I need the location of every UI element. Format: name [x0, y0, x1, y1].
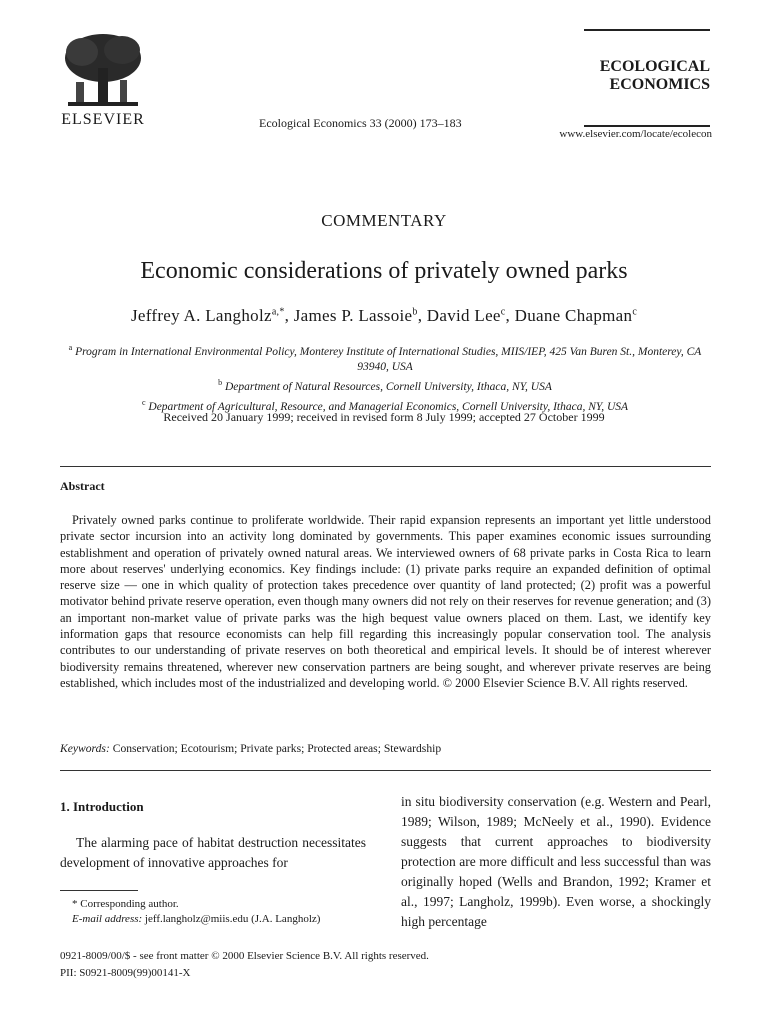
- divider: [60, 770, 711, 771]
- footnote-email: [60, 912, 370, 927]
- author-affiliation-mark: c: [632, 306, 638, 318]
- author-name: James P. Lassoie: [293, 306, 413, 325]
- keywords-label: Keywords:: [60, 742, 110, 755]
- publisher-name: ELSEVIER: [61, 111, 145, 128]
- author-name: David Lee: [426, 306, 501, 325]
- author-name: Duane Chapman: [514, 306, 633, 325]
- section-heading: 1. Introduction: [60, 799, 144, 814]
- affiliation-mark: c: [141, 397, 146, 407]
- footnote-divider: [60, 890, 138, 891]
- affiliation: [60, 340, 710, 375]
- copyright-line: 0921-8009/00/$ - see front matter © 2000 Elsevier Science B.V. All rights reserved.: [60, 950, 429, 962]
- keywords-text: Conservation; Ecotourism; Private parks; Protected areas; Stewardship: [112, 742, 442, 755]
- affiliation-mark: a: [68, 343, 73, 352]
- footnote-corresponding: * Corresponding author.: [72, 898, 179, 910]
- email-label: E-mail address:: [72, 913, 143, 925]
- journal-url[interactable]: www.elsevier.com/locate/ecolecon: [559, 128, 712, 140]
- affiliations: [60, 340, 710, 414]
- tree-icon: [60, 32, 146, 112]
- journal-title-line-1: ECOLOGICAL: [599, 58, 710, 75]
- section-label: COMMENTARY: [321, 211, 447, 230]
- author-affiliation-mark: c: [500, 306, 506, 318]
- author-affiliation-mark: b: [412, 306, 418, 318]
- pii-line: PII: S0921-8009(99)00141-X: [60, 967, 191, 979]
- body-text-right: in situ biodiversity conservation (e.g. Western and Pearl, 1989; Wilson, 1989; McNeely et al., 1990). Evidence suggests that current approaches to biodiversity protection are more difficult and less successful than was originally hoped (Wells and Brandon, 1992; Kramer et al., 1997; Langholz, 1999b). Even worse, a shockingly high percentage: [401, 794, 711, 929]
- received-dates: Received 20 January 1999; received in revised form 8 July 1999; accepted 27 October 1999: [163, 410, 605, 424]
- abstract-text: Privately owned parks continue to proliferate worldwide. Their rapid expansion represents an important yet little understood private sector incursion into an activity long dominated by governments. This paper examines economic issues surrounding establishment and operation of privately owned natural areas. We interviewed owners of 68 private parks in Costa Rica to learn more about reserves' underlying economics. Key findings include: (1) private parks require an expanded definition of optimal reserve size — one in which quality of protection takes precedence over quantity of land protected; (2) profit was a powerful motivator behind private reserve operation, even though many owners did not rely on their reserves for revenue generation; and (3) an important non-market value of private parks was the high bequest value owners placed on them. Last, we identify key information gaps that resource economists can help fill regarding this increasingly popular conservation tool. The analysis contributes to our understanding of private reserves on both theoretical and empirical levels. It should be of interest wherever biodiversity remains threatened, wherever new conservation partners are being sought, and wherever private reserves are being established, which includes most of the industrialized and developing world. © 2000 Elsevier Science B.V. All rights reserved.: [60, 513, 711, 690]
- affiliation-text: Department of Natural Resources, Cornell University, Ithaca, NY, USA: [224, 380, 552, 393]
- abstract-heading: Abstract: [60, 479, 105, 493]
- author-name: Jeffrey A. Langholz: [130, 306, 272, 325]
- affiliation: [60, 375, 710, 395]
- journal-title-line-2: ECONOMICS: [609, 76, 710, 93]
- paper-title: Economic considerations of privately owned parks: [140, 258, 628, 284]
- divider: [60, 466, 711, 467]
- affiliation-text: Program in International Environmental Policy, Monterey Institute of International Studies, MIIS/IEP, 425 Van Buren St., Monterey, CA 93940, USA: [75, 345, 702, 373]
- journal-title: [584, 58, 710, 94]
- copyright-block: [60, 948, 711, 982]
- affiliation-mark: b: [218, 377, 223, 387]
- footnotes: [60, 897, 370, 927]
- keywords: [60, 742, 441, 755]
- author-list: Jeffrey A. Langholz$^{a,*}$, James P. Lassoie$^b$, David Lee$^c$, Duane Chapman$^c$: [130, 306, 638, 325]
- email-value[interactable]: jeff.langholz@miis.edu (J.A. Langholz): [144, 913, 321, 925]
- body-text-left: The alarming pace of habitat destruction necessitates development of innovative approaches for: [60, 835, 366, 870]
- affiliation-text: Department of Agricultural, Resource, and Managerial Economics, Cornell University, Ithaca, NY, USA: [148, 400, 629, 413]
- author-affiliation-mark: a,*: [271, 306, 285, 318]
- journal-citation: Ecological Economics 33 (2000) 173–183: [259, 116, 462, 130]
